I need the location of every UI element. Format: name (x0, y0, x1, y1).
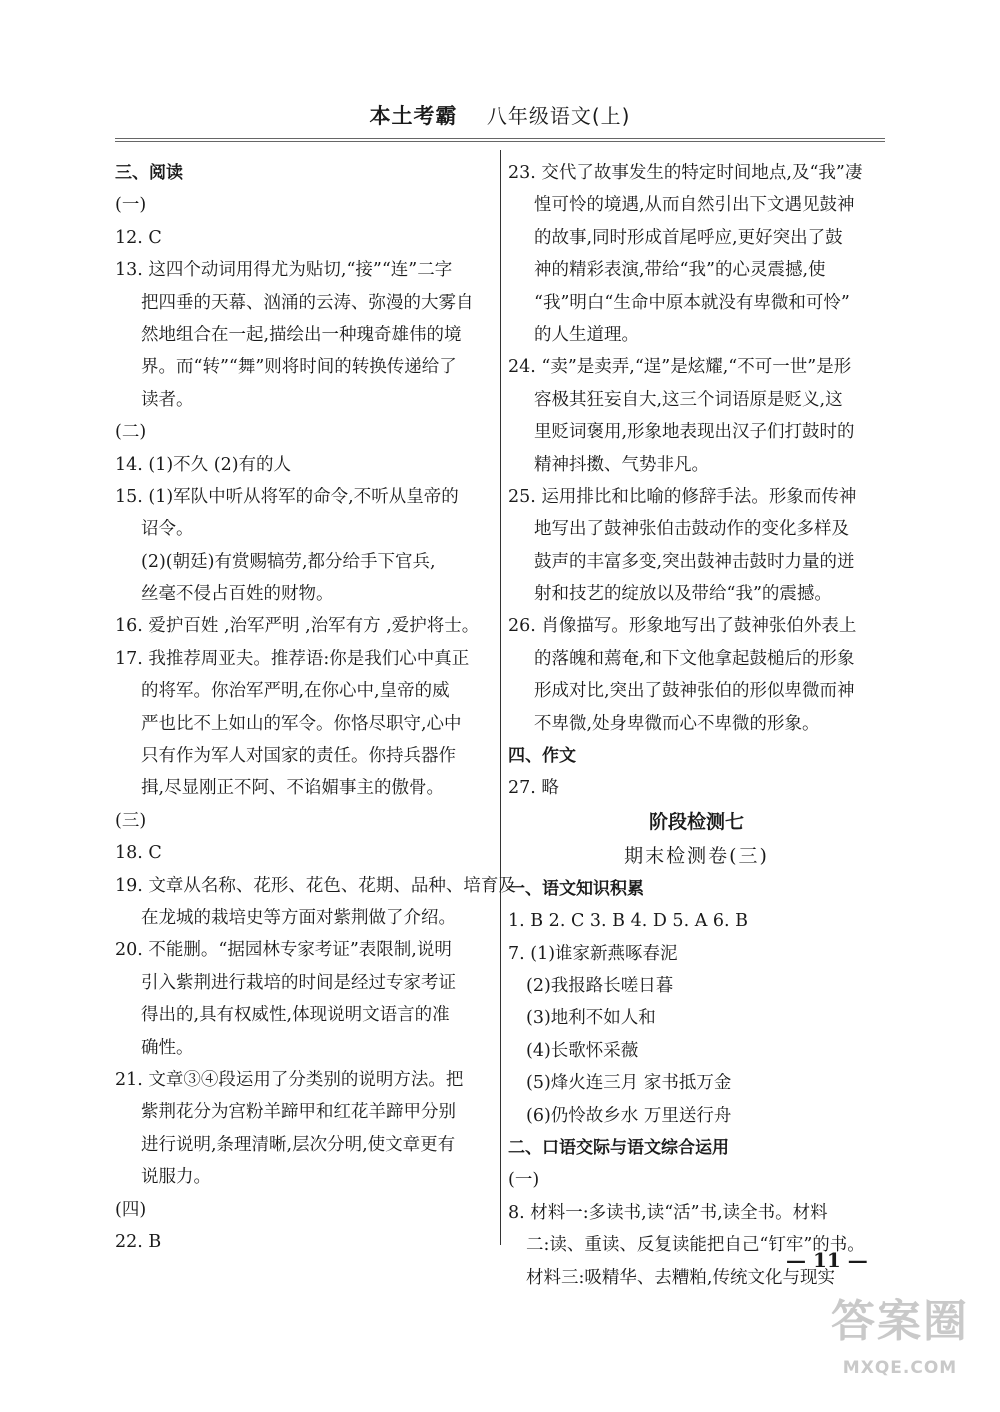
right-column-line: (2)我报路长嗟日暮 (526, 975, 674, 996)
right-column-line: (一) (508, 1170, 540, 1191)
right-column-line: 的故事,同时形成首尾呼应,更好突出了鼓 (534, 227, 843, 248)
right-column-line: 二:读、重读、反复读能把自己“钉牢”的书。 (526, 1235, 865, 1256)
right-column-line: 精神抖擞、气势非凡。 (534, 454, 709, 475)
left-column-line: 紫荆花分为宫粉羊蹄甲和红花羊蹄甲分别 (141, 1102, 456, 1123)
right-column-line: 地写出了鼓神张伯击鼓动作的变化多样及 (534, 519, 849, 540)
watermark-logo (810, 1290, 990, 1408)
right-column-line: 27. 略 (508, 778, 559, 799)
right-column-line: 二、口语交际与语文综合运用 (508, 1137, 729, 1158)
right-column-line: 的人生道理。 (534, 324, 639, 345)
left-column-line: 进行说明,条理清晰,层次分明,使文章更有 (141, 1134, 456, 1155)
page-number: — 11 — (786, 1248, 868, 1272)
left-column-line: 丝毫不侵占百姓的财物。 (141, 584, 334, 605)
right-column-line: 23. 交代了故事发生的特定时间地点,及“我”凄 (508, 163, 863, 183)
watermark-text-en: MXQE.COM (842, 1358, 958, 1378)
watermark-text-cn: 答案圈 (831, 1296, 969, 1347)
left-column-line: 21. 文章③④段运用了分类别的说明方法。把 (115, 1069, 464, 1090)
left-column-line: 说服力。 (141, 1167, 211, 1188)
left-column-line: 18. C (115, 843, 162, 864)
right-column-line: 神的精彩表演,带给“我”的心灵震撼,使 (534, 260, 826, 281)
right-column-line: 鼓声的丰富多变,突出鼓神击鼓时力量的迸 (534, 551, 855, 572)
left-column-line: 揖,尽显刚正不阿、不谄媚事主的傲骨。 (141, 778, 445, 799)
right-column-line: (4)长歌怀采薇 (526, 1040, 639, 1061)
left-column-line: 读者。 (141, 389, 194, 410)
left-column-line: 确性。 (141, 1037, 194, 1058)
right-column-line: 25. 运用排比和比喻的修辞手法。形象而传神 (508, 486, 857, 507)
left-column-line: 14. (1)不久 (2)有的人 (115, 454, 292, 475)
left-column-line: 诏令。 (141, 519, 194, 540)
column-divider (500, 150, 501, 1245)
left-column-line: (2)(朝廷)有赏赐犒劳,都分给手下官兵, (141, 551, 436, 572)
right-column-line: 1. B 2. C 3. B 4. D 5. A 6. B (508, 911, 749, 932)
header-rule (115, 138, 885, 142)
right-column-line: 7. (1)谁家新燕啄春泥 (508, 943, 678, 964)
left-column-line: 引入紫荆进行栽培的时间是经过专家考证 (141, 972, 456, 993)
left-column-line: 17. 我推荐周亚夫。推荐语:你是我们心中真正 (115, 648, 470, 669)
left-column-line: 得出的,具有权威性,体现说明文语言的准 (141, 1005, 450, 1026)
right-column-line: “我”明白“生命中原本就没有卑微和可怜” (534, 292, 850, 313)
left-column-line: (一) (115, 195, 147, 216)
left-column-line: (二) (115, 422, 147, 443)
left-column-line: 三、阅读 (115, 163, 183, 183)
right-column-line: 的落魄和蔫奄,和下文他拿起鼓槌后的形象 (534, 648, 855, 669)
right-column-line: 材料三:吸精华、去糟粕,传统文化与现实 (526, 1267, 835, 1288)
right-column-line: 容极其狂妄自大,这三个词语原是贬义,这 (534, 389, 843, 410)
book-brand: 本土考霸 (369, 104, 458, 128)
right-column-line: (6)仍怜故乡水 万里送行舟 (526, 1105, 732, 1126)
left-column-line: 22. B (115, 1231, 162, 1252)
left-column-line: 12. C (115, 227, 162, 248)
right-column-line: 24. “卖”是卖弄,“逞”是炫耀,“不可一世”是形 (508, 357, 852, 378)
left-column-line: 的将军。你治军严明,在你心中,皇帝的威 (141, 681, 450, 702)
left-column-line: 19. 文章从名称、花形、花色、花期、品种、培育及 (115, 875, 516, 896)
right-column-line: 不卑微,处身卑微而心不卑微的形象。 (534, 713, 820, 734)
left-column-line: 20. 不能删。“据园林专家考证”表限制,说明 (115, 940, 452, 961)
right-column (508, 157, 885, 1294)
left-column-line: 在龙城的栽培史等方面对紫荆做了介绍。 (141, 907, 456, 928)
left-column-line: (四) (115, 1199, 147, 1220)
right-column-line: 一、语文知识积累 (508, 878, 644, 899)
right-column-line: 形成对比,突出了鼓神张伯的形似卑微而神 (534, 681, 855, 702)
left-column-line: 13. 这四个动词用得尤为贴切,“接”“连”二字 (115, 260, 453, 281)
right-column-line: 惶可怜的境遇,从而自然引出下文遇见鼓神 (534, 195, 855, 216)
right-column-line: (5)烽火连三月 家书抵万金 (526, 1073, 732, 1094)
left-column-line: (三) (115, 810, 147, 831)
left-column-line: 只有作为军人对国家的责任。你持兵器作 (141, 746, 456, 767)
left-column-line: 15. (1)军队中听从将军的命令,不听从皇帝的 (115, 486, 459, 507)
left-column (115, 157, 516, 1258)
right-column-line: 里贬词褒用,形象地表现出汉子们打鼓时的 (534, 422, 855, 443)
right-column-line: 期末检测卷(三) (624, 844, 769, 867)
left-column-line: 严也比不上如山的军令。你恪尽职守,心中 (141, 713, 462, 734)
page-header (0, 100, 1000, 130)
left-column-line: 然地组合在一起,描绘出一种瑰奇雄伟的境 (141, 324, 462, 345)
right-column-line: 射和技艺的绽放以及带给“我”的震撼。 (534, 584, 832, 605)
left-column-line: 把四垂的天幕、汹涌的云涛、弥漫的大雾自 (141, 292, 474, 313)
right-column-line: 8. 材料一:多读书,读“活”书,读全书。材料 (508, 1202, 828, 1223)
left-column-line: 16. 爱护百姓 ,治军严明 ,治军有方 ,爱护将士。 (115, 616, 480, 637)
book-subject: 八年级语文(上) (486, 104, 631, 128)
right-column-line: (3)地利不如人和 (526, 1008, 656, 1029)
right-column-line: 阶段检测七 (648, 810, 744, 833)
right-column-line: 26. 肖像描写。形象地写出了鼓神张伯外表上 (508, 616, 857, 637)
right-column-line: 四、作文 (508, 746, 576, 767)
left-column-line: 界。而“转”“舞”则将时间的转换传递给了 (141, 357, 457, 378)
